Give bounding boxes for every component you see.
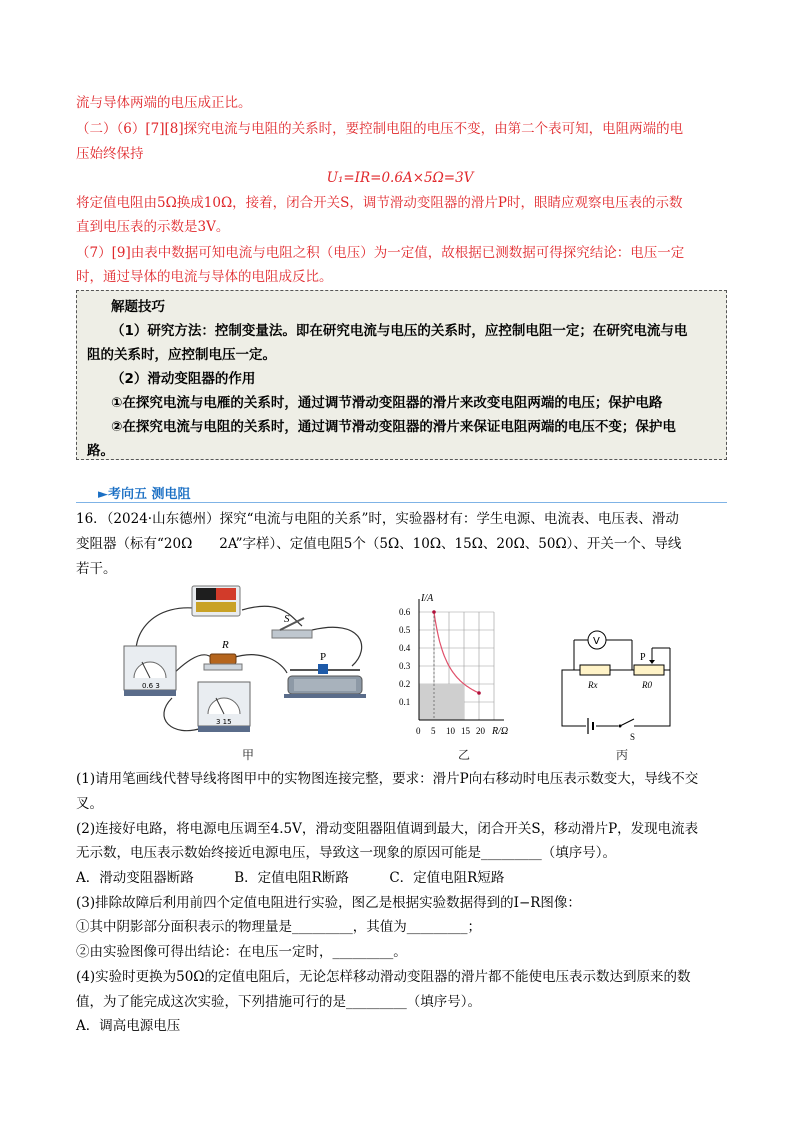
label-R: R [222, 639, 229, 651]
question-line: (2)连接好电路，将电源电压调至4.5V，滑动变阻器阻值调到最大，闭合开关S，移动滑片P，发现电流表 [76, 821, 699, 837]
question-line: ②由实验图像可得出结论：在电压一定时，_________。 [76, 944, 407, 960]
voltmeter-label: V [593, 636, 600, 647]
x-tick-label: 20 [476, 726, 485, 736]
question-line: (4)实验时更换为50Ω的定值电阻后，无论怎样移动滑动变阻器的滑片都不能使电压表示数达到原来的数 [76, 969, 691, 985]
question-options: A．滑动变阻器断路 B．定值电阻R断路 C．定值电阻R短路 [76, 870, 505, 886]
y-tick-label: 0.6 [399, 607, 411, 617]
figure-bing-caption: 丙 [616, 748, 629, 762]
section-divider [76, 502, 727, 503]
tips-line: ②在探究电流与电阻的关系时，通过调节滑动变阻器的滑片来保证电阻两端的电压不变；保护电 [111, 419, 676, 435]
question-line: ①其中阴影部分面积表示的物理量是_________，其值为_________； [76, 919, 481, 935]
y-tick-label: 0.2 [399, 679, 411, 689]
figure-bing-circuit [552, 626, 692, 742]
data-point [432, 610, 436, 614]
solution-line: （二）（6）[7][8]探究电流与电阻的关系时，要控制电阻的电压不变，由第二个表可知，电阻两端的电 [76, 121, 684, 137]
x-tick-label: 10 [446, 726, 455, 736]
question-line: 值，为了能完成这次实验，下列措施可行的是_________（填序号）。 [76, 994, 481, 1010]
question-line: 变阻器（标有“20Ω 2A”字样）、定值电阻5个（5Ω、10Ω、15Ω、20Ω、50Ω）、开关一个、导线 [76, 536, 682, 552]
question-option: A．调高电源电压 [76, 1018, 181, 1034]
question-line: 叉。 [76, 796, 103, 812]
shaded-area [419, 684, 464, 720]
rheostat-icon [284, 664, 366, 698]
question-line: 若干。 [76, 561, 117, 577]
y-tick-label: 0.4 [399, 643, 411, 653]
switch-icon [272, 618, 312, 638]
question-line: (1)请用笔画线代替导线将图甲中的实物图连接完整，要求：滑片P向右移动时电压表示数变大，导线不交 [76, 771, 699, 787]
y-tick-label: 0.5 [399, 625, 411, 635]
label-R0: R0 [642, 680, 652, 690]
label-S: S [284, 613, 290, 625]
question-line: 16．（2024·山东德州）探究“电流与电阻的关系”时，实验器材有：学生电源、电流表、电压表、滑动 [76, 511, 679, 527]
tips-line: （2）滑动变阻器的作用 [111, 371, 256, 387]
figure-jia-circuit [112, 578, 382, 746]
label-P: P [320, 651, 327, 663]
solution-line: 直到电压表的示数是3V。 [76, 219, 230, 235]
y-tick-label: 0.3 [399, 661, 411, 671]
x-axis-label: R/Ω [492, 726, 509, 737]
x-tick-label: 0 [416, 726, 421, 736]
y-axis-label: I/A [421, 593, 434, 604]
series-curve [434, 612, 479, 693]
question-line: (3)排除故障后利用前四个定值电阻进行实验，图乙是根据实验数据得到的I−R图像： [76, 895, 581, 911]
y-tick-label: 0.1 [399, 697, 411, 707]
solution-line: 时，通过导体的电流与导体的电阻成反比。 [76, 269, 333, 285]
solution-line: 流与导体两端的电压成正比。 [76, 95, 252, 111]
tips-line: 阻的关系时，应控制电压一定。 [87, 347, 276, 363]
figure-yi-caption: 乙 [458, 748, 471, 762]
solution-line: 将定值电阻由5Ω换成10Ω，接着，闭合开关S，调节滑动变阻器的滑片P时，眼睛应观察电压表的示数 [76, 195, 683, 211]
solution-line: （7）[9]由表中数据可知电流与电阻之积（电压）为一定值，故根据已测数据可得探究结论：电压一定 [76, 245, 685, 261]
tips-title: 解题技巧 [111, 299, 165, 315]
tips-box [76, 290, 727, 460]
figure-yi-chart [395, 592, 535, 742]
resistor-r0 [634, 665, 664, 675]
tips-line: 路。 [87, 443, 114, 459]
voltmeter-scale: 3 15 [216, 718, 232, 726]
x-tick-label: 5 [431, 726, 436, 736]
label-P: P [640, 652, 646, 663]
question-line: 无示数，电压表示数始终接近电源电压，导致这一现象的原因可能是_________（填序号）。 [76, 845, 616, 861]
resistor-icon [204, 654, 242, 670]
figure-jia-caption: 甲 [242, 748, 255, 762]
tips-line: ①在探究电流与电雁的关系时，通过调节滑动变阻器的滑片来改变电阻两端的电压；保护电路 [111, 395, 663, 411]
ammeter-scale: 0.6 3 [142, 682, 160, 690]
formula: U₁=IR=0.6A×5Ω=3V [326, 170, 474, 186]
battery-icon [192, 586, 240, 616]
label-S: S [630, 732, 636, 742]
solution-line: 压始终保持 [76, 146, 144, 162]
label-Rx: Rx [588, 680, 598, 690]
section-heading: ►考向五 测电阻 [98, 487, 191, 502]
tips-line: （1）研究方法：控制变量法。即在研究电流与电压的关系时，应控制电阻一定；在研究电流与电 [111, 323, 688, 339]
x-tick-label: 15 [461, 726, 470, 736]
resistor-rx [580, 665, 610, 675]
data-point [477, 691, 481, 695]
